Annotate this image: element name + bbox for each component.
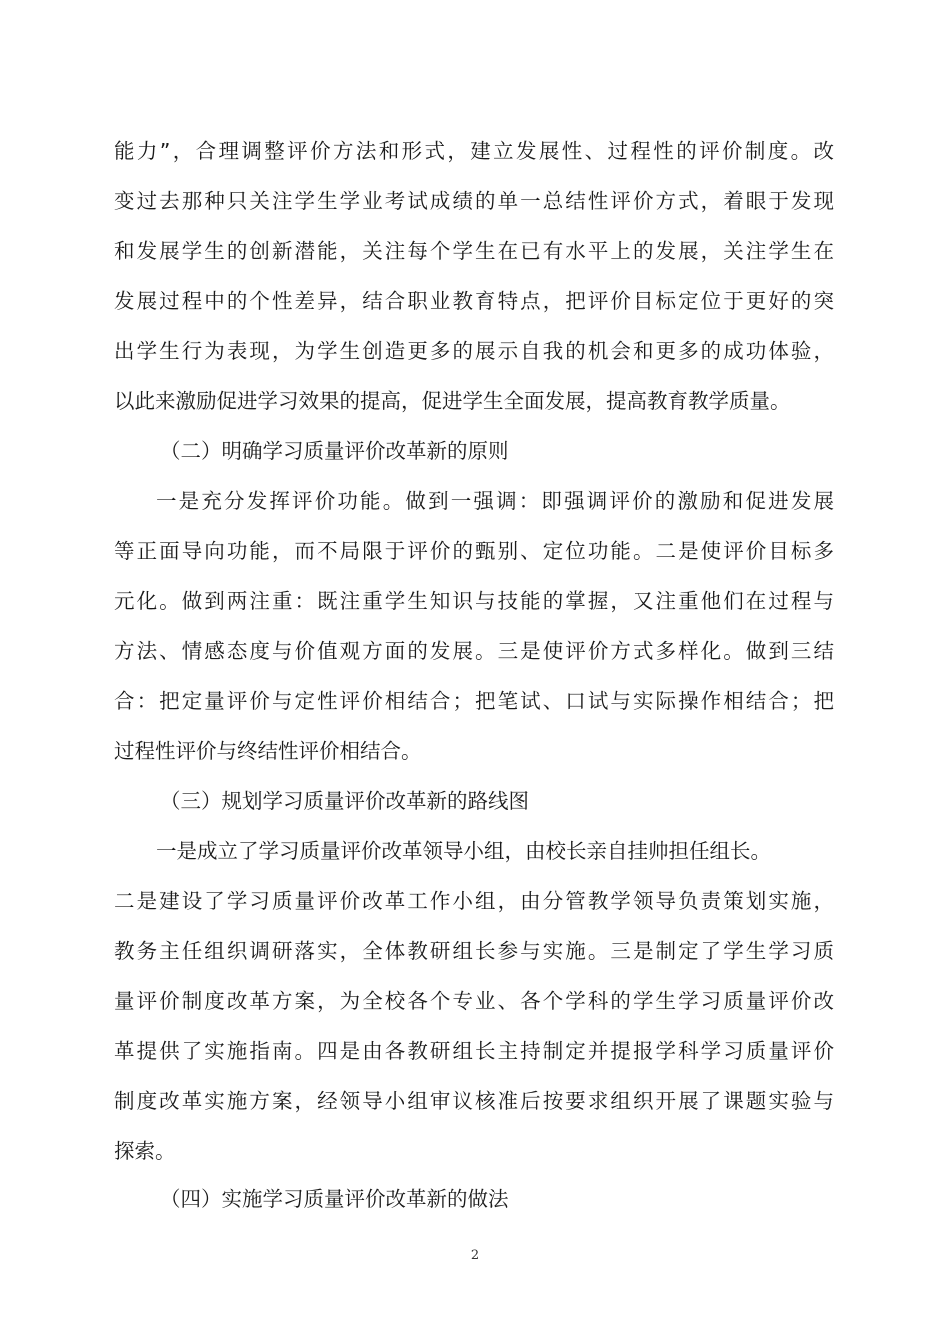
body-text-line: 制度改革实施方案，经领导小组审议核准后按要求组织开展了课题实验与: [114, 1089, 834, 1113]
body-text-line: 等正面导向功能，而不局限于评价的甄别、定位功能。二是使评价目标多: [114, 539, 834, 563]
body-text-line: 元化。做到两注重：既注重学生知识与技能的掌握，又注重他们在过程与: [114, 589, 834, 613]
body-text-line: 方法、情感态度与价值观方面的发展。三是使评价方式多样化。做到三结: [114, 639, 834, 663]
body-text-line: 变过去那种只关注学生学业考试成绩的单一总结性评价方式，着眼于发现: [114, 189, 834, 213]
body-text-line: 一是充分发挥评价功能。做到一强调：即强调评价的激励和促进发展: [156, 489, 834, 513]
section-heading: （二）明确学习质量评价改革新的原则: [160, 439, 509, 463]
body-text-line: 合：把定量评价与定性评价相结合；把笔试、口试与实际操作相结合；把: [114, 689, 834, 713]
section-heading: （三）规划学习质量评价改革新的路线图: [160, 789, 529, 813]
body-text-line: 量评价制度改革方案，为全校各个专业、各个学科的学生学习质量评价改: [114, 989, 834, 1013]
body-text-line: 革提供了实施指南。四是由各教研组长主持制定并提报学科学习质量评价: [114, 1039, 834, 1063]
body-text-line: 教务主任组织调研落实，全体教研组长参与实施。三是制定了学生学习质: [114, 939, 834, 963]
body-text-line: 和发展学生的创新潜能，关注每个学生在已有水平上的发展，关注学生在: [114, 239, 834, 263]
body-text-line: 出学生行为表现，为学生创造更多的展示自我的机会和更多的成功体验，: [114, 339, 834, 363]
section-heading: （四）实施学习质量评价改革新的做法: [160, 1187, 509, 1211]
page-number: 2: [470, 1248, 480, 1263]
body-text-line: 过程性评价与终结性评价相结合。: [114, 739, 422, 763]
body-text-line: 一是成立了学习质量评价改革领导小组，由校长亲自挂帅担任组长。: [156, 839, 771, 863]
body-text-line: 以此来激励促进学习效果的提高，促进学生全面发展，提高教育教学质量。: [114, 389, 791, 413]
body-text-line: 二是建设了学习质量评价改革工作小组，由分管教学领导负责策划实施，: [114, 889, 834, 913]
body-text-line: 发展过程中的个性差异，结合职业教育特点，把评价目标定位于更好的突: [114, 289, 834, 313]
body-text-line: 探索。: [114, 1139, 176, 1163]
body-text-line: 能力”，合理调整评价方法和形式，建立发展性、过程性的评价制度。改: [114, 139, 834, 163]
